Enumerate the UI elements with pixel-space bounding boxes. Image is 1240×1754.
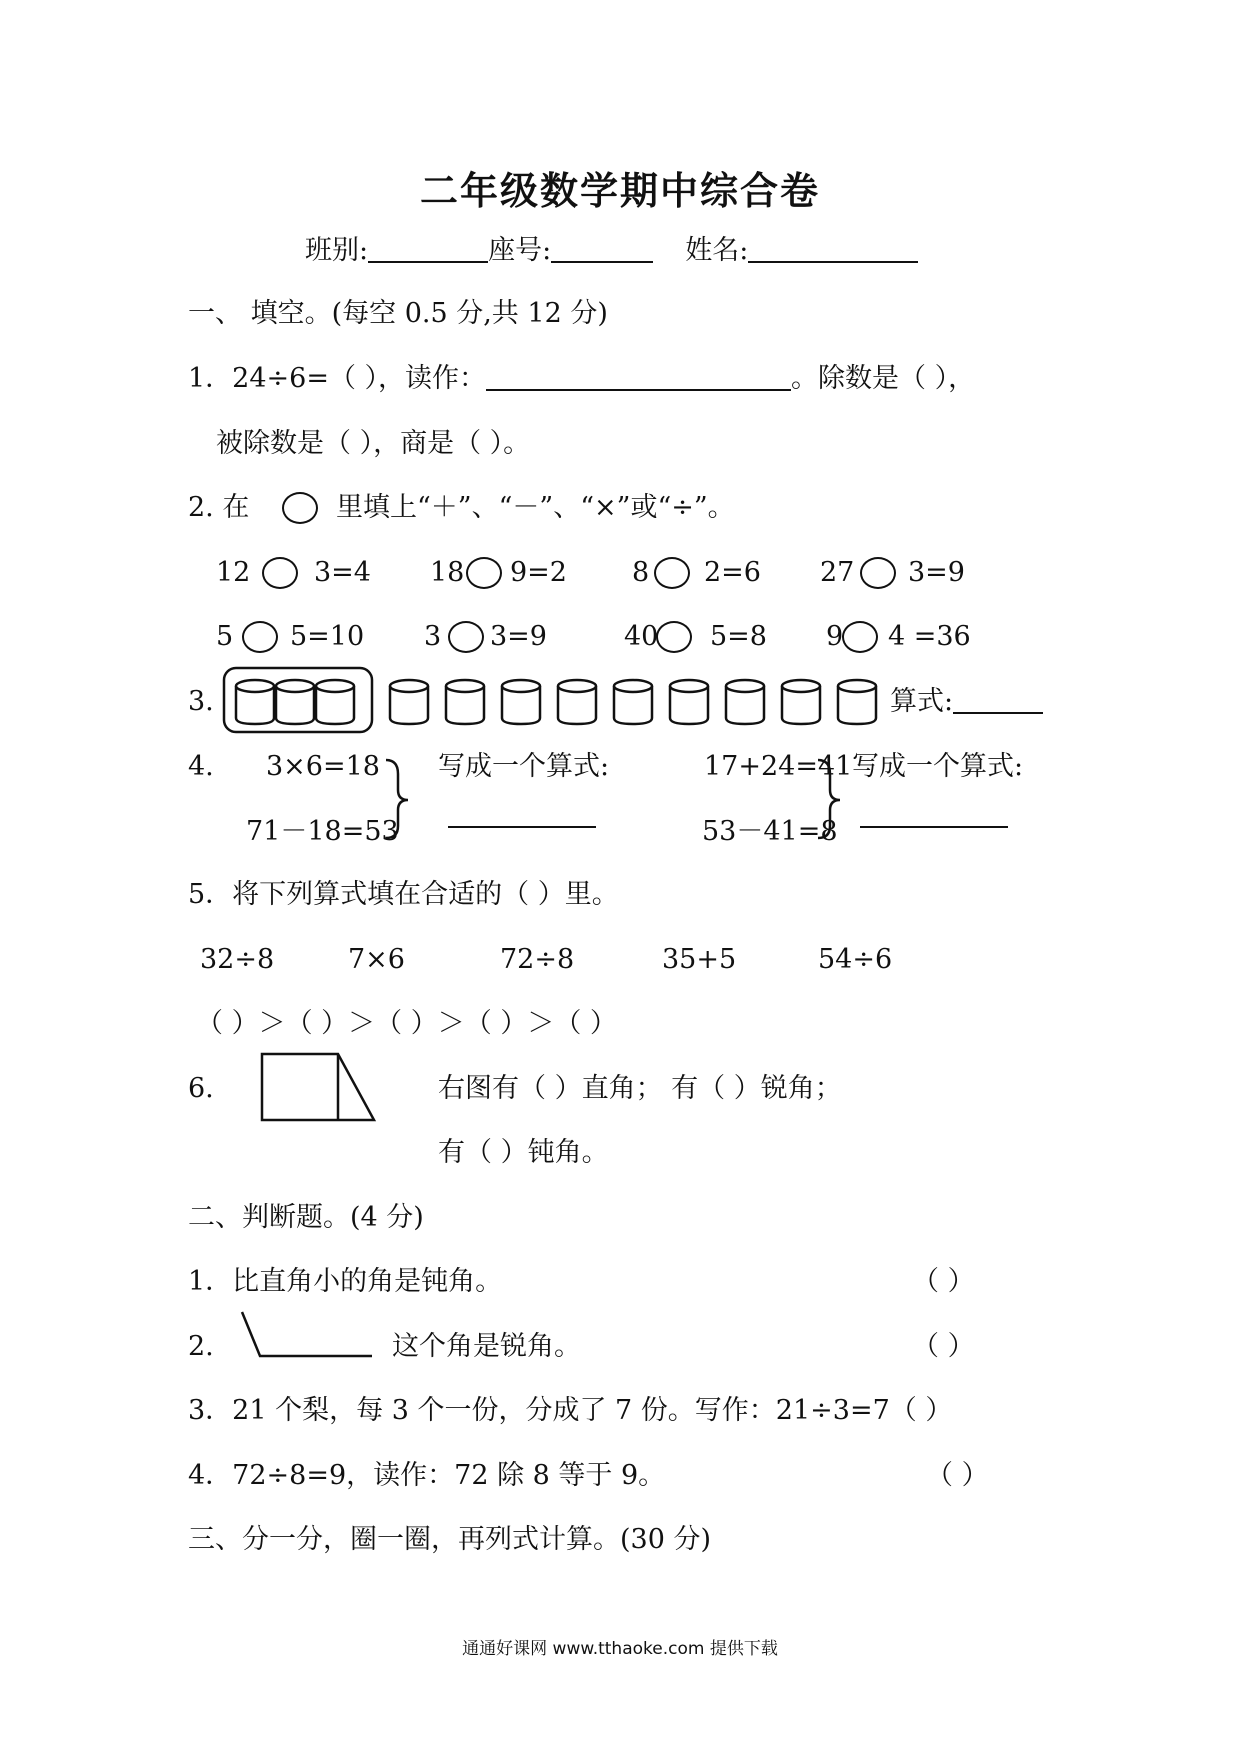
q6-line-1: 右图有（ ）直角； 有（ ）锐角； bbox=[438, 1073, 842, 1104]
question-1-line-2: 被除数是（ ），商是（ ）。 bbox=[216, 428, 531, 459]
q4-prompt-left: 写成一个算式: bbox=[438, 751, 610, 782]
q4-left-eq-1: 3×6=18 bbox=[266, 751, 380, 782]
judge-item-3: 3．21 个梨，每 3 个一份，分成了 7 份。写作：21÷3=7（ ） bbox=[188, 1395, 953, 1426]
judge-item-2-number: 2. bbox=[188, 1331, 214, 1362]
op-left: 12 bbox=[216, 557, 251, 588]
op-left: 5 bbox=[216, 621, 234, 652]
question-6-number: 6. bbox=[188, 1073, 214, 1104]
q5-expr: 35+5 bbox=[662, 944, 737, 975]
q4-right-eq-2: 53－41=8 bbox=[702, 816, 838, 847]
q4-prompt-right: 写成一个算式: bbox=[852, 751, 1024, 782]
question-2-instruction: 里填上“＋”、“－”、“×”或“÷”。 bbox=[336, 492, 735, 523]
judge-item-4: 4．72÷8=9，读作：72 除 8 等于 9。 bbox=[188, 1460, 666, 1491]
op-left: 40 bbox=[624, 621, 659, 652]
op-left: 27 bbox=[820, 557, 855, 588]
q6-line-2: 有（ ）钝角。 bbox=[438, 1137, 609, 1168]
q4-right-eq-1: 17+24=41 bbox=[704, 751, 853, 782]
acute-angle-icon bbox=[242, 1312, 372, 1356]
judge-item-1: 1．比直角小的角是钝角。 bbox=[188, 1266, 503, 1297]
formula-label: 算式: bbox=[890, 686, 954, 717]
section-2-heading: 二、判断题。(4 分) bbox=[188, 1202, 424, 1233]
question-2-prefix: 2. 在 bbox=[188, 492, 250, 523]
op-left: 9 bbox=[826, 621, 844, 652]
q5-expr: 32÷8 bbox=[200, 944, 275, 975]
section-1-heading: 一、 填空。(每空 0.5 分,共 12 分) bbox=[188, 298, 608, 329]
q5-order-blanks: （ ）＞（ ）＞（ ）＞（ ）＞（ ） bbox=[196, 1008, 617, 1039]
question-4-number: 4. bbox=[188, 751, 214, 782]
op-right: 5=8 bbox=[710, 621, 767, 652]
q1-divisor: 。除数是（ ）， bbox=[791, 363, 976, 394]
class-label: 班别: bbox=[305, 235, 369, 266]
q4-left-eq-2: 71－18=53 bbox=[246, 816, 399, 847]
op-right: 4 =36 bbox=[888, 621, 971, 652]
page-title: 二年级数学期中综合卷 bbox=[419, 169, 820, 213]
name-label: 姓名: bbox=[685, 235, 749, 266]
op-right: 5=10 bbox=[290, 621, 365, 652]
op-right: 3=4 bbox=[314, 557, 371, 588]
question-3-number: 3. bbox=[188, 686, 214, 717]
op-right: 2=6 bbox=[704, 557, 761, 588]
judge-item-2-text: 这个角是锐角。 bbox=[392, 1331, 581, 1362]
op-left: 18 bbox=[430, 557, 465, 588]
q5-expr: 7×6 bbox=[348, 944, 405, 975]
footer-credit: 通通好课网 www.tthaoke.com 提供下载 bbox=[462, 1639, 778, 1659]
seat-label: 座号: bbox=[488, 235, 552, 266]
q5-expr: 72÷8 bbox=[500, 944, 575, 975]
op-left: 8 bbox=[632, 557, 650, 588]
judge-paren-2: （ ） bbox=[912, 1331, 975, 1362]
op-right: 3=9 bbox=[490, 621, 547, 652]
q5-expr: 54÷6 bbox=[818, 944, 893, 975]
question-5-text: 5．将下列算式填在合适的（ ）里。 bbox=[188, 879, 619, 910]
judge-paren-1: （ ） bbox=[912, 1266, 975, 1297]
section-3-heading: 三、分一分，圈一圈，再列式计算。(30 分) bbox=[188, 1524, 712, 1555]
op-left: 3 bbox=[424, 621, 442, 652]
judge-paren-4: （ ） bbox=[926, 1460, 989, 1491]
op-right: 3=9 bbox=[908, 557, 965, 588]
q1-expression: 1．24÷6=（ ），读作： bbox=[188, 363, 487, 394]
op-right: 9=2 bbox=[510, 557, 567, 588]
